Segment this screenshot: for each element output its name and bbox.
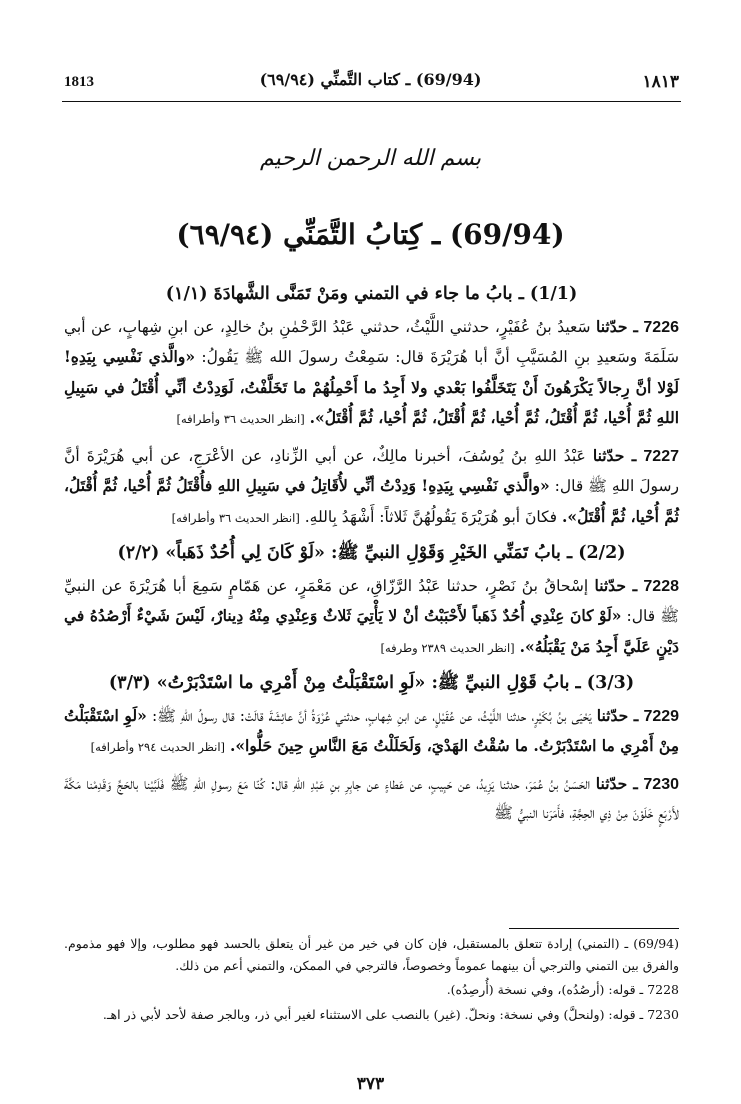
hadith-number: 7228 xyxy=(643,577,679,595)
cross-reference: [انظر الحديث ٢٣٨٩ وطرفه] xyxy=(380,640,515,655)
isnad-text: يَحْيَى بنُ بُكَيْرٍ، حدثنا اللَّيْثُ، عن عُقَيْلٍ، عن ابنِ شِهابٍ، حدثني عُرْوَةُ أنَّ عائِشَةَ قالَتْ: قال رسولُ اللهِ ﷺ: xyxy=(151,706,592,725)
matn-text: «لَوْ كانَ عِنْدِي أُحُدٌ ذَهَباً لأَحْبَبْتُ أنْ لا يَأْتِيَ ثَلاثٌ وَعِنْدِي مِنْهُ دِينارٌ، لَيْسَ شَيْءٌ أَرْصُدُهُ في دَيْنٍ عَلَيَّ أَجِدُ مَنْ يَقْبَلُهُ». xyxy=(64,606,679,656)
chapter-heading-2: (2/2) ـ بابُ تَمَنِّي الخَيْرِ وَقَوْلِ النبيِّ ﷺ: «لَوْ كَانَ لِي أُحُدٌ ذَهَباً» (٢/٢) xyxy=(117,543,626,563)
isnad-text: الحَسَنُ بنُ عُمَرَ، حدثنا يَزِيدُ، عن حَبِيبٍ، عن عَطاءٍ عن جابِرِ بنِ عَبْدِ اللهِ قال: كُنّا مَعَ رسولِ اللهِ ﷺ فَلَبَّيْنا بالحَجِّ وَقَدِمْنا مَكَّةَ لأَرْبَعٍ خَلَوْنَ مِنْ ذِي الحِجَّةِ، فأَمَرَنا النبيُّ ﷺ xyxy=(64,774,679,822)
page-number-footer: ٣٧٣ xyxy=(356,1074,385,1094)
hadith-7228 xyxy=(64,571,679,664)
matn-text: «والَّذي نَفْسِي بِيَدِهِ! لَوْلا أنَّ رِجالاً يَكْرَهُونَ أَنْ يَتَخَلَّفُوا بَعْدي ولا أَجِدُ ما أَحْمِلُهُمْ ما تَخَلَّفْتُ، لَوَدِدْتُ أنِّي أُقْتَلُ في سَبِيلِ اللهِ ثُمَّ أُحْيا، ثُمَّ أُقْتَلُ، ثُمَّ أُحْيا، ثُمَّ أُقْتَلُ، ثُمَّ أُحْيا، ثُمَّ أُقْتَلُ». xyxy=(64,347,679,427)
main-text xyxy=(64,276,679,835)
basmala: بسم الله الرحمن الرحيم xyxy=(259,146,482,171)
haddathana-label: ـ حدّثنا xyxy=(596,705,639,725)
hadith-number: 7229 xyxy=(643,707,680,725)
haddathana-label: ـ حدّثنا xyxy=(592,445,637,465)
haddathana-label: ـ حدّثنا xyxy=(595,316,638,336)
cross-reference: [انظر الحديث ٣٦ وأطرافه] xyxy=(171,510,300,525)
haddathana-label: ـ حدّثنا xyxy=(595,773,638,793)
footnote-rule xyxy=(509,928,679,929)
hadith-number: 7230 xyxy=(643,775,679,793)
hadith-7229 xyxy=(64,701,679,763)
isnad-text: إسْحاقُ بنُ نَصْرٍ، حدثنا عَبْدُ الرَّزّاقِ، عن مَعْمَرٍ، عن هَمّامٍ سَمِعَ أبا هُرَيْرَةَ عن النبيِّ ﷺ قال: xyxy=(64,576,679,625)
chapter-heading-1: (1/1) ـ بابُ ما جاء في التمني ومَنْ تَمَنَّى الشَّهادَةَ (١/١) xyxy=(165,284,578,304)
chapter-heading-3: (3/3) ـ بابُ قَوْلِ النبيِّ ﷺ: «لَوِ اسْتَقْبَلْتُ مِنْ أَمْرِي ما اسْتَدْبَرْتُ» (٣/٣) xyxy=(108,673,635,693)
hadith-7227 xyxy=(64,441,679,534)
cross-reference: [انظر الحديث ٣٦ وأطرافه] xyxy=(176,412,305,426)
header-rule xyxy=(62,101,681,102)
isnad-text: سَعيدُ بنُ عُفَيْرٍ، حدثني اللَّيْثُ، حدثني عَبْدُ الرَّحْمٰنِ بنُ خالِدٍ، عن ابنِ شِهابٍ، عن أبي سَلَمَةَ وسَعيدِ بنِ المُسَيَّبِ أنَّ أبا هُرَيْرَةَ قال: سَمِعْتُ رسولَ الله ﷺ يَقُولُ: xyxy=(64,317,679,366)
matn-text: «لَوِ اسْتَقْبَلْتُ مِنْ أَمْرِي ما اسْتَدْبَرْتُ. ما سُقْتُ الهَدْيَ، وَلَحَلَلْتُ مَعَ النَّاسِ حِينَ حَلُّوا». xyxy=(64,705,679,755)
header-running-title: (69/94) ـ كتاب التَّمنِّي (٦٩/٩٤) xyxy=(259,70,482,89)
book-title: (69/94) ـ كِتابُ التَّمَنِّي (٦٩/٩٤) xyxy=(176,218,565,251)
matn-text: «والَّذي نَفْسِي بِيَدِهِ! وَدِدْتُ أنِّي لأُقَاتِلُ في سَبِيلِ اللهِ فأُقْتَلُ ثُمَّ أُحْيا، ثُمَّ أُقْتَلُ، ثُمَّ أُحْيا، ثُمَّ أُقْتَلُ». xyxy=(64,476,679,526)
hadith-7230 xyxy=(64,769,679,829)
isnad-text: عَبْدُ اللهِ بنُ يُوسُفَ، أخبرنا مالِكٌ، عن أبي الزِّنادِ، عن الأعْرَجِ، عن أبي هُرَيْرَةَ أنَّ رسولَ اللهِ ﷺ قال: xyxy=(64,446,679,495)
header-page-number-arabic: ١٨١٣ xyxy=(642,72,679,92)
hadith-number: 7226 xyxy=(643,318,679,336)
hadith-number: 7227 xyxy=(643,447,679,465)
haddathana-label: ـ حدّثنا xyxy=(594,575,638,595)
footnotes xyxy=(64,933,679,1028)
footnote-2: 7228 ـ قوله: (أرصُدُه)، وفي نسخة (أُرصِدُه). xyxy=(446,982,679,997)
narrator-note: فكانَ أبو هُرَيْرَةَ يَقُولُهُنَّ ثَلاثاً: أَشْهَدُ بِاللهِ. xyxy=(304,507,558,526)
hadith-7226 xyxy=(64,312,679,435)
footnote-1: (69/94) ـ (التمني) إرادة تتعلق بالمستقبل، فإن كان في خير من غير أن يتعلق بالحسد فهو مطلوب، وإلا فهو مذموم. والفرق بين التمني والترجي أن بينهما عموماً وخصوصاً، فالترجي في الممكن، والتمني أعم من ذلك. xyxy=(64,936,679,973)
header-page-number-latin: 1813 xyxy=(64,74,94,90)
footnote-3: 7230 ـ قوله: (ولنحلَّ) وفي نسخة: ونحلّ. (غير) بالنصب على الاستثناء لغير أبي ذر، وبالجر صفة لأحد لأبي ذر اهـ. xyxy=(102,1006,679,1022)
cross-reference: [انظر الحديث ٢٩٤ وأطرافه] xyxy=(90,740,226,754)
